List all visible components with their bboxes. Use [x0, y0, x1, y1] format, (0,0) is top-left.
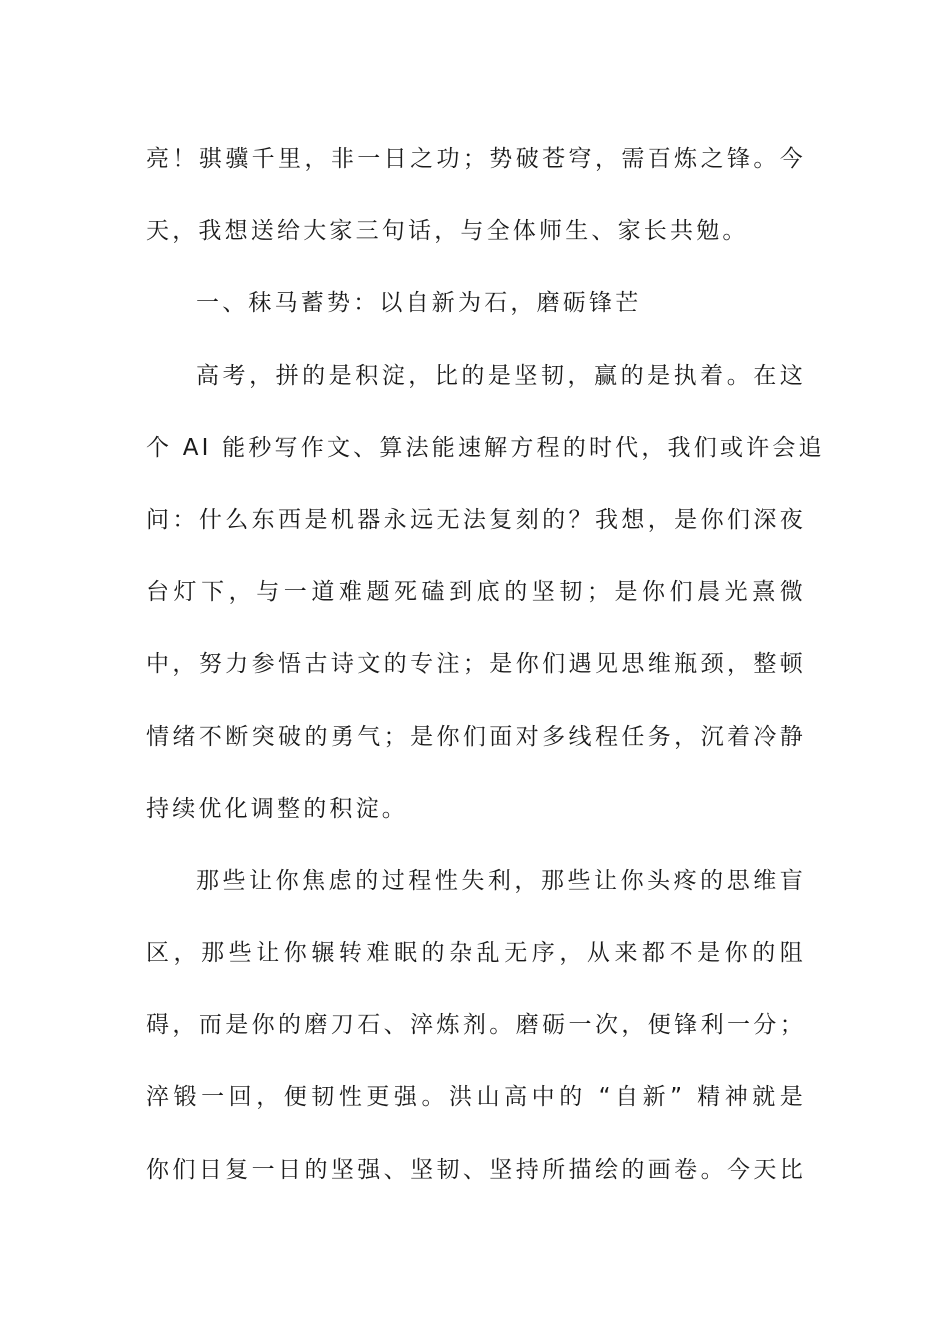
text-line: 持续优化调整的积淀。 [146, 795, 408, 822]
text-line: 高考，拼的是积淀，比的是坚韧，赢的是执着。在这 [196, 362, 806, 389]
text-line: 淬锻一回，便韧性更强。洪山高中的 “自新” 精神就是 [146, 1084, 806, 1111]
text-line: 问：什么东西是机器永远无法复刻的？我想，是你们深夜 [146, 506, 806, 533]
text-line: 中，努力参悟古诗文的专注；是你们遇见思维瓶颈，整顿 [146, 651, 806, 678]
text-line: 碍，而是你的磨刀石、淬炼剂。磨砺一次，便锋利一分； [146, 1012, 806, 1039]
text-line: 区，那些让你辗转难眠的杂乱无序，从来都不是你的阻 [146, 940, 806, 967]
text-line: 情绪不断突破的勇气；是你们面对多线程任务，沉着冷静 [146, 723, 806, 750]
text-line: 个 AI 能秒写作文、算法能速解方程的时代，我们或许会追 [146, 434, 825, 461]
text-line: 你们日复一日的坚强、坚韧、坚持所描绘的画卷。今天比 [146, 1156, 806, 1183]
text-line: 那些让你焦虑的过程性失利，那些让你头疼的思维盲 [196, 867, 806, 894]
document-body [146, 123, 825, 1206]
text-line: 台灯下，与一道难题死磕到底的坚韧；是你们晨光熹微 [146, 579, 806, 606]
text-line: 天，我想送给大家三句话，与全体师生、家长共勉。 [146, 218, 749, 245]
text-line: 一、秣马蓄势：以自新为石，磨砺锋芒 [196, 290, 642, 317]
text-line: 亮！骐骥千里，非一日之功；势破苍穹，需百炼之锋。今 [146, 146, 806, 172]
